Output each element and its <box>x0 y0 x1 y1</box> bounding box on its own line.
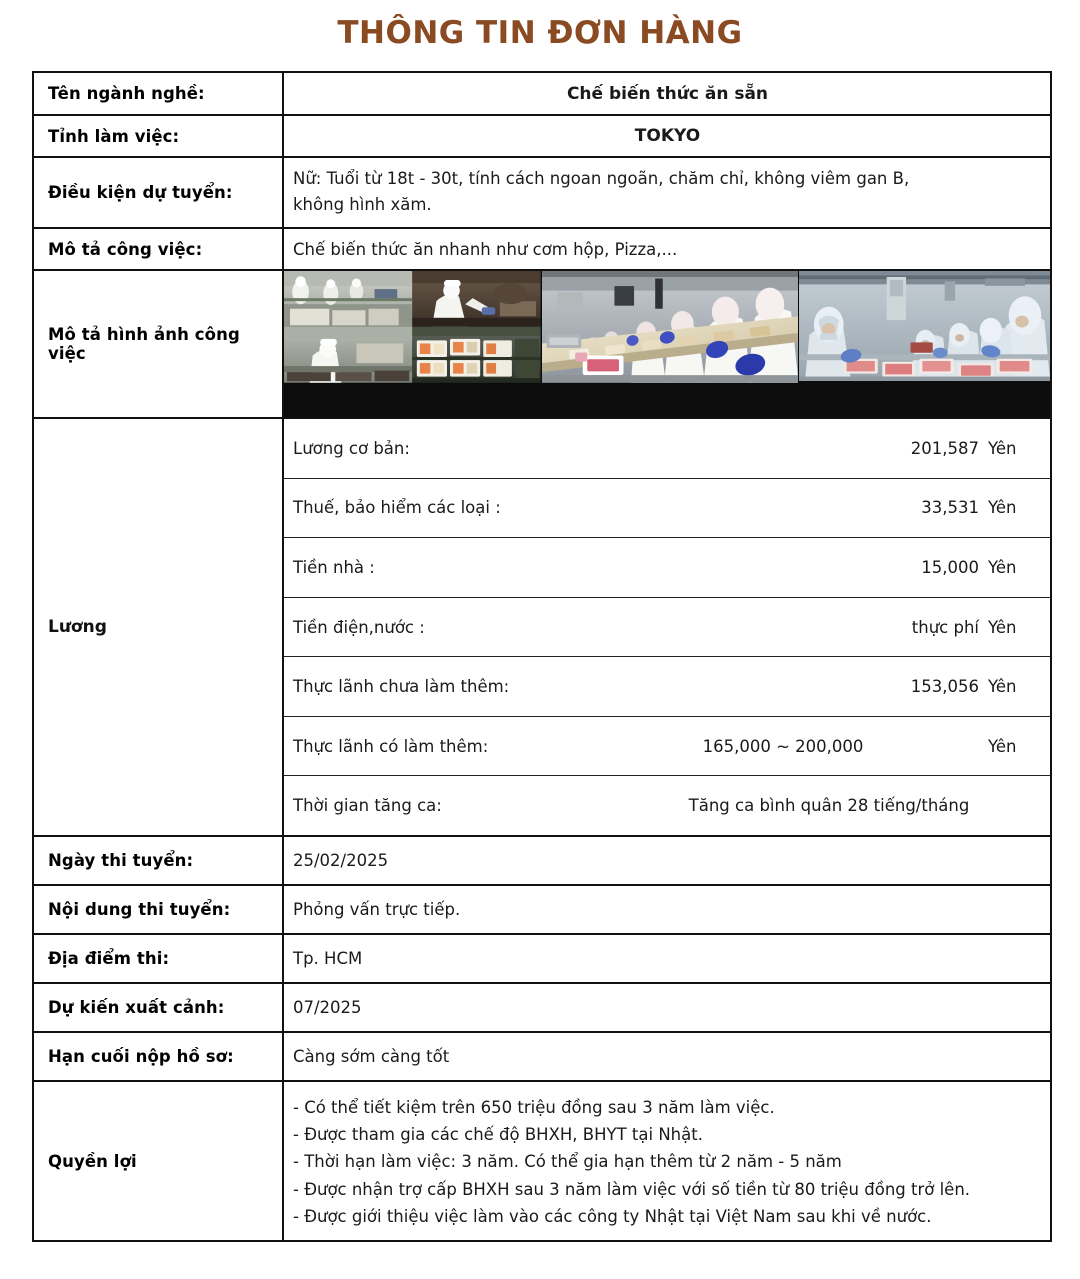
row-label-job-photos: Mô tả hình ảnh công việc <box>34 271 284 417</box>
salary-item-amount: thực phí <box>911 617 979 637</box>
salary-item-label: Thực lãnh chưa làm thêm: <box>293 677 510 697</box>
row-label-exam-date: Ngày thi tuyển: <box>34 837 284 884</box>
row-value-exam-content: Phỏng vấn trực tiếp. <box>293 900 461 919</box>
food-factory-collage-photo <box>284 271 542 417</box>
salary-item-unit: Yên <box>988 498 1017 518</box>
salary-item-unit: Yên <box>988 438 1017 458</box>
salary-item-amount: 165,000 ~ 200,000 <box>702 736 864 756</box>
row-label-conditions: Điều kiện dự tuyển: <box>34 158 284 227</box>
salary-item-base-wage <box>284 419 1050 479</box>
row-label-exam-place: Địa điểm thi: <box>34 935 284 982</box>
row-value-exam-date: 25/02/2025 <box>293 851 389 870</box>
benefit-line: - Được giới thiệu việc làm vào các công ty Nhật tại Việt Nam sau khi về nước. <box>293 1206 932 1226</box>
salary-item-label: Thuế, bảo hiểm các loại : <box>293 498 501 518</box>
row-value-conditions <box>284 158 1050 227</box>
table-row-departure <box>34 984 1050 1033</box>
conveyor-bento-line-graphic <box>542 271 799 383</box>
conveyor-bento-line-photo <box>542 271 800 417</box>
benefit-line: - Được tham gia các chế độ BHXH, BHYT tại Nhật. <box>293 1125 703 1145</box>
row-label-province: Tỉnh làm việc: <box>34 116 284 156</box>
packing-meat-trays-photo <box>799 271 1050 417</box>
salary-item-utilities <box>284 598 1050 658</box>
salary-item-label: Tiền nhà : <box>293 557 375 577</box>
table-row-exam-date <box>34 837 1050 886</box>
row-label-benefits: Quyền lợi <box>34 1082 284 1240</box>
row-value-benefits <box>284 1082 1050 1240</box>
salary-item-amount: 33,531 <box>921 498 979 518</box>
salary-item-unit: Yên <box>988 557 1017 577</box>
table-row-job-description <box>34 229 1050 271</box>
salary-item-label: Lương cơ bản: <box>293 438 410 458</box>
packing-meat-trays-graphic <box>799 271 1050 381</box>
table-row-salary <box>34 419 1050 837</box>
salary-item-unit: Yên <box>988 617 1017 637</box>
table-row-benefits <box>34 1082 1050 1240</box>
salary-item-amount: 153,056 <box>910 677 979 697</box>
salary-item-net-with-overtime <box>284 717 1050 777</box>
order-info-table <box>32 71 1052 1242</box>
row-value-deadline: Càng sớm càng tốt <box>293 1047 450 1066</box>
salary-item-amount: Tăng ca bình quân 28 tiếng/tháng <box>688 796 970 816</box>
row-value-province: TOKYO <box>634 126 701 146</box>
row-value-job-photos <box>284 271 1050 417</box>
conditions-line-1: Nữ: Tuổi từ 18t - 30t, tính cách ngoan ngoãn, chăm chỉ, không viêm gan B, <box>293 169 910 188</box>
table-row-exam-content <box>34 886 1050 935</box>
table-row-conditions <box>34 158 1050 229</box>
salary-item-label: Thực lãnh có làm thêm: <box>293 736 489 756</box>
row-value-job-description: Chế biến thức ăn nhanh như cơm hộp, Pizza,... <box>293 239 678 259</box>
job-photo-strip <box>284 271 1050 417</box>
row-label-exam-content: Nội dung thi tuyển: <box>34 886 284 933</box>
table-row-province <box>34 116 1050 158</box>
salary-item-net-without-overtime <box>284 657 1050 717</box>
salary-item-tax-insurance <box>284 479 1050 539</box>
salary-item-amount: 15,000 <box>921 557 979 577</box>
benefit-line: - Có thể tiết kiệm trên 650 triệu đồng sau 3 năm làm việc. <box>293 1098 775 1117</box>
row-value-departure: 07/2025 <box>293 998 362 1017</box>
table-row-deadline <box>34 1033 1050 1082</box>
salary-item-label: Tiền điện,nước : <box>293 617 425 637</box>
row-label-deadline: Hạn cuối nộp hồ sơ: <box>34 1033 284 1080</box>
row-value-exam-place: Tp. HCM <box>293 949 363 968</box>
page-title: THÔNG TIN ĐƠN HÀNG <box>337 15 743 51</box>
table-row-job-name <box>34 73 1050 116</box>
table-row-exam-place <box>34 935 1050 984</box>
salary-item-amount: 201,587 <box>910 438 979 458</box>
conditions-line-2: không hình xăm. <box>293 194 432 214</box>
salary-item-unit: Yên <box>988 677 1017 697</box>
table-row-job-photos <box>34 271 1050 419</box>
food-factory-collage-graphic <box>284 271 541 383</box>
row-label-departure: Dự kiến xuất cảnh: <box>34 984 284 1031</box>
row-label-salary: Lương <box>34 419 284 835</box>
row-label-job-description: Mô tả công việc: <box>34 229 284 269</box>
salary-item-housing <box>284 538 1050 598</box>
benefit-line: - Thời hạn làm việc: 3 năm. Có thể gia hạn thêm từ 2 năm - 5 năm <box>293 1152 842 1172</box>
benefit-line: - Được nhận trợ cấp BHXH sau 3 năm làm việc với số tiền từ 80 triệu đồng trở lên. <box>293 1179 971 1199</box>
row-value-job-name: Chế biến thức ăn sẵn <box>566 83 769 104</box>
salary-item-overtime-hours <box>284 776 1050 835</box>
salary-rows <box>284 419 1050 835</box>
salary-item-unit: Yên <box>988 736 1017 756</box>
salary-item-label: Thời gian tăng ca: <box>293 796 442 816</box>
row-label-job-name: Tên ngành nghề: <box>34 73 284 114</box>
